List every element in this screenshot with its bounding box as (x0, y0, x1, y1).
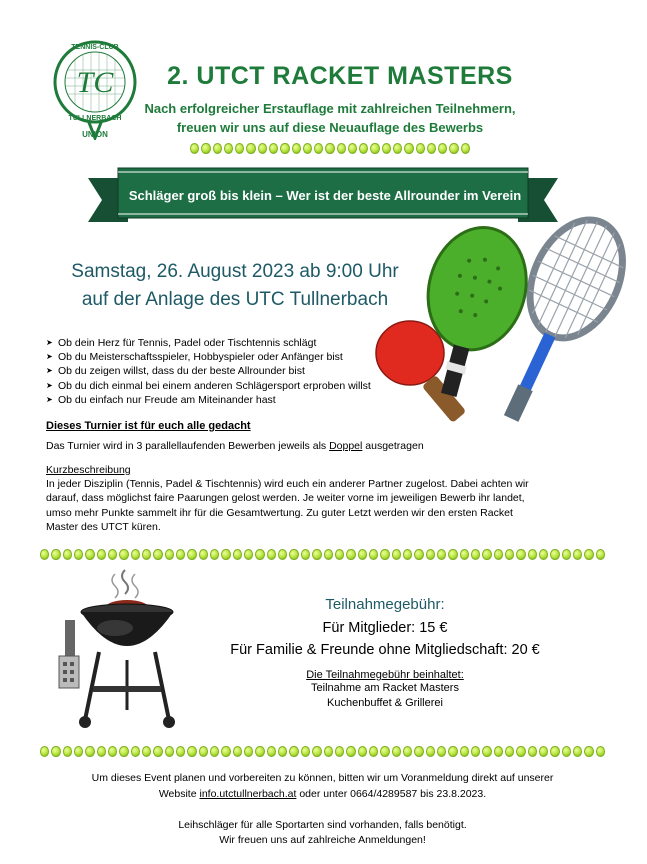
tennis-ball-icon (505, 549, 514, 560)
tennis-ball-icon (314, 143, 323, 154)
page-subtitle (130, 99, 530, 137)
tennis-ball-icon (335, 746, 344, 757)
doubles-line (46, 440, 424, 452)
logo-bottom-text: TULLNERBACH (68, 115, 122, 122)
footer-notes (40, 818, 605, 847)
banner-text: Schläger groß bis klein – Wer ist der beste Allrounder im Verein (128, 188, 522, 203)
rackets-illustration (372, 208, 632, 458)
tennis-ball-icon (539, 746, 548, 757)
tennis-ball-icon (562, 549, 571, 560)
footer-line-2 (40, 786, 605, 802)
tennis-ball-icon (471, 549, 480, 560)
tennis-ball-icon (246, 143, 255, 154)
event-location: auf der Anlage des UTC Tullnerbach (81, 289, 389, 310)
includes-item: Kuchenbuffet & Grillerei (327, 697, 443, 709)
target-heading: Dieses Turnier ist für euch alle gedacht (46, 420, 251, 432)
tennis-ball-icon (335, 549, 344, 560)
tennis-ball-icon (449, 143, 458, 154)
includes-item: Teilnahme am Racket Masters (311, 682, 459, 694)
logo-top-text: TENNIS-CLUB (71, 44, 119, 51)
footer-line-2-before: Website (158, 788, 200, 800)
tennis-ball-icon (85, 549, 94, 560)
tennis-ball-icon (278, 746, 287, 757)
footer-registration (40, 770, 605, 802)
tennis-ball-icon (550, 549, 559, 560)
subtitle-line-2: freuen wir uns auf diese Neuauflage des Bewerbs (176, 120, 484, 135)
tennis-ball-icon (325, 143, 334, 154)
website-link[interactable]: info.utctullnerbach.at (199, 788, 297, 800)
footer-line-2-after: oder unter 0664/4289587 bis 23.8.2023. (296, 788, 487, 800)
tennis-ball-icon (437, 549, 446, 560)
tennis-ball-icon (153, 549, 162, 560)
tennis-ball-icon (74, 746, 83, 757)
doubles-text-after: ausgetragen (362, 440, 424, 452)
tennis-ball-icon (301, 549, 310, 560)
tennis-ball-icon (539, 549, 548, 560)
tennis-ball-icon (370, 143, 379, 154)
tennis-ball-icon (584, 549, 593, 560)
tennis-ball-icon (233, 549, 242, 560)
tennis-ball-icon (573, 549, 582, 560)
feature-list (46, 336, 446, 407)
tennis-ball-icon (380, 549, 389, 560)
tennis-ball-icon (482, 549, 491, 560)
tennis-ball-icon (221, 746, 230, 757)
logo-union-text: UNION (82, 130, 108, 139)
tennis-ball-icon (414, 549, 423, 560)
grill-illustration (55, 560, 195, 740)
tennis-ball-icon (235, 143, 244, 154)
tennis-ball-icon (516, 746, 525, 757)
tennis-ball-icon (301, 746, 310, 757)
tennis-ball-icon (392, 549, 401, 560)
tennis-ball-icon (562, 746, 571, 757)
tennis-ball-icon (244, 549, 253, 560)
event-info (50, 258, 420, 314)
ball-divider (40, 746, 605, 757)
tennis-ball-icon (51, 746, 60, 757)
tennis-ball-icon (233, 746, 242, 757)
tennis-ball-icon (550, 746, 559, 757)
tennis-ball-icon (584, 746, 593, 757)
tennis-ball-icon (346, 746, 355, 757)
tennis-ball-icon (324, 549, 333, 560)
tennis-ball-icon (142, 549, 151, 560)
tennis-ball-icon (63, 746, 72, 757)
tennis-ball-icon (210, 746, 219, 757)
list-item: ➤ Ob dein Herz für Tennis, Padel oder Tischtennis schlägt (46, 336, 446, 350)
tennis-ball-icon (324, 746, 333, 757)
tennis-ball-icon (97, 549, 106, 560)
logo-monogram: TC (76, 66, 114, 99)
tennis-ball-icon (267, 549, 276, 560)
tennis-ball-icon (165, 549, 174, 560)
tennis-ball-icon (258, 143, 267, 154)
tennis-ball-icon (437, 746, 446, 757)
tennis-ball-icon (482, 746, 491, 757)
tennis-ball-icon (97, 746, 106, 757)
tennis-ball-icon (348, 143, 357, 154)
tennis-ball-icon (460, 746, 469, 757)
list-item: ➤ Ob du zeigen willst, dass du der beste Allrounder bist (46, 364, 446, 378)
page-title: 2. UTCT RACKET MASTERS (167, 62, 513, 90)
tennis-ball-icon (426, 746, 435, 757)
tennis-ball-icon (416, 143, 425, 154)
tennis-ball-icon (312, 549, 321, 560)
tennis-ball-icon (269, 143, 278, 154)
tennis-ball-icon (210, 549, 219, 560)
tennis-ball-icon (358, 549, 367, 560)
club-logo (50, 40, 140, 140)
tennis-ball-icon (187, 549, 196, 560)
tennis-ball-icon (494, 746, 503, 757)
tennis-ball-icon (176, 549, 185, 560)
fee-heading: Teilnahmegebühr: (325, 596, 445, 613)
tennis-ball-icon (63, 549, 72, 560)
fee-members: Für Mitglieder: 15 € (322, 620, 448, 636)
doubles-text-before: Das Turnier wird in 3 parallellaufenden Bewerben jeweils als (46, 440, 330, 452)
tennis-ball-icon (369, 746, 378, 757)
tennis-ball-icon (199, 549, 208, 560)
tennis-ball-icon (303, 143, 312, 154)
tennis-ball-icon (505, 746, 514, 757)
brief-text: In jeder Disziplin (Tennis, Padel & Tischtennis) wird euch ein anderer Partner zugelost. Dabei achten wir darauf, dass möglichst faire Paarungen gelost werden. Je weiter vorne im jeweiligen Bewerb ihr landet, umso mehr Punkte sammelt ihr für die Gesamtwertung. Zu guter Letzt werden wir den ersten Racket Master des UTCT küren. (46, 478, 529, 533)
tennis-ball-icon (190, 143, 199, 154)
tennis-ball-icon (392, 746, 401, 757)
tennis-ball-icon (494, 549, 503, 560)
tennis-ball-icon (267, 746, 276, 757)
tennis-ball-icon (337, 143, 346, 154)
tennis-ball-icon (176, 746, 185, 757)
tennis-ball-icon (278, 549, 287, 560)
includes-heading: Die Teilnahmegebühr beinhaltet: (306, 669, 464, 681)
tennis-ball-icon (280, 143, 289, 154)
tennis-ball-icon (85, 746, 94, 757)
tennis-ball-icon (448, 549, 457, 560)
tennis-ball-icon (40, 746, 49, 757)
tennis-ball-icon (40, 549, 49, 560)
tennis-ball-icon (596, 746, 605, 757)
tennis-ball-icon (221, 549, 230, 560)
tennis-ball-icon (199, 746, 208, 757)
tennis-ball-icon (403, 746, 412, 757)
tennis-ball-icon (461, 143, 470, 154)
ball-divider (190, 143, 470, 154)
tennis-ball-icon (131, 549, 140, 560)
tennis-ball-icon (108, 549, 117, 560)
tennis-ball-icon (528, 549, 537, 560)
tennis-ball-icon (312, 746, 321, 757)
tennis-ball-icon (255, 746, 264, 757)
tennis-ball-icon (369, 549, 378, 560)
fee-family: Für Familie & Freunde ohne Mitgliedschaft: 20 € (230, 642, 540, 658)
footer-line-4: Wir freuen uns auf zahlreiche Anmeldungen! (219, 833, 426, 846)
tennis-ball-icon (414, 746, 423, 757)
tennis-ball-icon (213, 143, 222, 154)
fee-block (200, 596, 570, 711)
footer-line-1: Um dieses Event planen und vorbereiten zu können, bitten wir um Voranmeldung direkt auf unserer (91, 772, 554, 784)
tennis-ball-icon (427, 143, 436, 154)
tennis-ball-icon (142, 746, 151, 757)
tennis-ball-icon (255, 549, 264, 560)
tennis-ball-icon (346, 549, 355, 560)
tennis-ball-icon (460, 549, 469, 560)
event-date: Samstag, 26. August 2023 ab 9:00 Uhr (71, 261, 399, 282)
tennis-ball-icon (596, 549, 605, 560)
tennis-ball-icon (426, 549, 435, 560)
tennis-ball-icon (119, 549, 128, 560)
tennis-ball-icon (74, 549, 83, 560)
list-item: ➤ Ob du dich einmal bei einem anderen Schlägersport erproben willst (46, 379, 446, 393)
brief-heading: Kurzbeschreibung (46, 464, 131, 476)
subtitle-line-1: Nach erfolgreicher Erstauflage mit zahlreichen Teilnehmern, (144, 101, 516, 116)
tennis-ball-icon (244, 746, 253, 757)
footer-line-3: Leihschläger für alle Sportarten sind vorhanden, falls benötigt. (178, 819, 467, 831)
tennis-ball-icon (187, 746, 196, 757)
tennis-ball-icon (359, 143, 368, 154)
tennis-ball-icon (448, 746, 457, 757)
tennis-ball-icon (393, 143, 402, 154)
tennis-ball-icon (573, 746, 582, 757)
tennis-ball-icon (165, 746, 174, 757)
tennis-ball-icon (358, 746, 367, 757)
tennis-ball-icon (289, 549, 298, 560)
tennis-ball-icon (403, 549, 412, 560)
tennis-ball-icon (380, 746, 389, 757)
tennis-ball-icon (289, 746, 298, 757)
tennis-ball-icon (528, 746, 537, 757)
tennis-ball-icon (51, 549, 60, 560)
tennis-ball-icon (516, 549, 525, 560)
tennis-ball-icon (292, 143, 301, 154)
list-item: ➤ Ob du einfach nur Freude am Miteinander hast (46, 393, 446, 407)
ball-divider (40, 549, 605, 560)
tennis-ball-icon (471, 746, 480, 757)
tennis-ball-icon (382, 143, 391, 154)
tennis-ball-icon (224, 143, 233, 154)
tennis-ball-icon (201, 143, 210, 154)
tennis-ball-icon (438, 143, 447, 154)
tennis-ball-icon (131, 746, 140, 757)
tennis-ball-icon (404, 143, 413, 154)
tennis-ball-icon (153, 746, 162, 757)
tennis-ball-icon (119, 746, 128, 757)
tennis-ball-icon (108, 746, 117, 757)
doubles-word: Doppel (329, 440, 363, 452)
list-item: ➤ Ob du Meisterschaftsspieler, Hobbyspieler oder Anfänger bist (46, 350, 446, 364)
